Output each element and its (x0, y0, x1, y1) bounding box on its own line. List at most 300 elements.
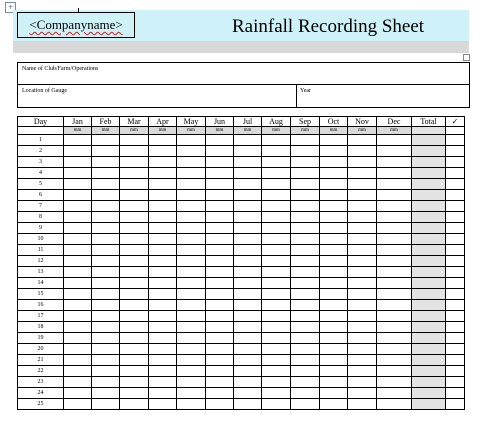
rainfall-cell-oct[interactable] (320, 245, 348, 256)
rainfall-cell-feb[interactable] (92, 212, 120, 223)
total-cell[interactable] (412, 256, 446, 267)
total-cell[interactable] (412, 135, 446, 146)
rainfall-cell-apr[interactable] (149, 234, 177, 245)
rainfall-cell-mar[interactable] (120, 311, 149, 322)
company-name-box[interactable] (17, 12, 135, 38)
rainfall-cell-feb[interactable] (92, 135, 120, 146)
rainfall-cell-jul[interactable] (234, 311, 262, 322)
rainfall-cell-oct[interactable] (320, 256, 348, 267)
rainfall-cell-sep[interactable] (291, 300, 320, 311)
rainfall-cell-jul[interactable] (234, 377, 262, 388)
rainfall-cell-jun[interactable] (206, 190, 234, 201)
rainfall-cell-jul[interactable] (234, 223, 262, 234)
rainfall-cell-may[interactable] (177, 179, 206, 190)
rainfall-cell-oct[interactable] (320, 179, 348, 190)
rainfall-cell-aug[interactable] (262, 388, 291, 399)
total-cell[interactable] (412, 366, 446, 377)
rainfall-cell-aug[interactable] (262, 212, 291, 223)
rainfall-cell-jul[interactable] (234, 179, 262, 190)
rainfall-cell-may[interactable] (177, 212, 206, 223)
rainfall-cell-jan[interactable] (64, 245, 92, 256)
rainfall-cell-mar[interactable] (120, 289, 149, 300)
total-cell[interactable] (412, 377, 446, 388)
rainfall-cell-may[interactable] (177, 190, 206, 201)
rainfall-cell-may[interactable] (177, 322, 206, 333)
total-cell[interactable] (412, 168, 446, 179)
rainfall-cell-jul[interactable] (234, 190, 262, 201)
check-cell[interactable] (446, 355, 465, 366)
rainfall-cell-dec[interactable] (377, 168, 412, 179)
rainfall-cell-may[interactable] (177, 157, 206, 168)
check-cell[interactable] (446, 157, 465, 168)
rainfall-cell-aug[interactable] (262, 201, 291, 212)
rainfall-cell-nov[interactable] (348, 322, 377, 333)
rainfall-cell-aug[interactable] (262, 157, 291, 168)
rainfall-cell-feb[interactable] (92, 179, 120, 190)
total-cell[interactable] (412, 399, 446, 410)
rainfall-cell-jun[interactable] (206, 201, 234, 212)
check-cell[interactable] (446, 245, 465, 256)
rainfall-cell-dec[interactable] (377, 146, 412, 157)
rainfall-cell-aug[interactable] (262, 234, 291, 245)
rainfall-cell-jan[interactable] (64, 311, 92, 322)
rainfall-cell-feb[interactable] (92, 300, 120, 311)
rainfall-cell-jul[interactable] (234, 245, 262, 256)
total-cell[interactable] (412, 289, 446, 300)
check-cell[interactable] (446, 267, 465, 278)
check-cell[interactable] (446, 168, 465, 179)
rainfall-cell-jan[interactable] (64, 168, 92, 179)
total-cell[interactable] (412, 212, 446, 223)
check-cell[interactable] (446, 278, 465, 289)
rainfall-cell-jan[interactable] (64, 278, 92, 289)
rainfall-cell-dec[interactable] (377, 278, 412, 289)
rainfall-cell-jul[interactable] (234, 322, 262, 333)
rainfall-cell-jan[interactable] (64, 135, 92, 146)
rainfall-cell-mar[interactable] (120, 322, 149, 333)
rainfall-cell-oct[interactable] (320, 377, 348, 388)
rainfall-cell-oct[interactable] (320, 201, 348, 212)
rainfall-cell-mar[interactable] (120, 234, 149, 245)
rainfall-cell-jul[interactable] (234, 300, 262, 311)
rainfall-cell-nov[interactable] (348, 201, 377, 212)
rainfall-cell-jun[interactable] (206, 234, 234, 245)
rainfall-cell-sep[interactable] (291, 399, 320, 410)
rainfall-cell-nov[interactable] (348, 157, 377, 168)
rainfall-cell-nov[interactable] (348, 344, 377, 355)
rainfall-cell-sep[interactable] (291, 168, 320, 179)
total-cell[interactable] (412, 157, 446, 168)
rainfall-cell-apr[interactable] (149, 256, 177, 267)
rainfall-cell-jan[interactable] (64, 212, 92, 223)
rainfall-cell-mar[interactable] (120, 179, 149, 190)
rainfall-cell-may[interactable] (177, 168, 206, 179)
rainfall-cell-sep[interactable] (291, 355, 320, 366)
rainfall-cell-may[interactable] (177, 377, 206, 388)
rainfall-cell-apr[interactable] (149, 399, 177, 410)
total-cell[interactable] (412, 311, 446, 322)
rainfall-cell-sep[interactable] (291, 179, 320, 190)
textbox-resize-handle[interactable] (463, 54, 470, 61)
rainfall-cell-may[interactable] (177, 388, 206, 399)
rainfall-cell-apr[interactable] (149, 322, 177, 333)
check-cell[interactable] (446, 223, 465, 234)
rainfall-cell-apr[interactable] (149, 245, 177, 256)
rainfall-cell-dec[interactable] (377, 300, 412, 311)
rainfall-cell-jun[interactable] (206, 289, 234, 300)
rainfall-cell-aug[interactable] (262, 344, 291, 355)
rainfall-cell-nov[interactable] (348, 245, 377, 256)
check-cell[interactable] (446, 366, 465, 377)
rainfall-cell-dec[interactable] (377, 135, 412, 146)
rainfall-cell-nov[interactable] (348, 256, 377, 267)
rainfall-cell-jun[interactable] (206, 146, 234, 157)
rainfall-cell-mar[interactable] (120, 355, 149, 366)
rainfall-cell-mar[interactable] (120, 333, 149, 344)
rainfall-cell-aug[interactable] (262, 146, 291, 157)
rainfall-cell-aug[interactable] (262, 311, 291, 322)
rainfall-cell-apr[interactable] (149, 289, 177, 300)
rainfall-cell-nov[interactable] (348, 311, 377, 322)
rainfall-cell-jun[interactable] (206, 278, 234, 289)
rainfall-cell-dec[interactable] (377, 366, 412, 377)
rainfall-cell-apr[interactable] (149, 201, 177, 212)
rainfall-cell-oct[interactable] (320, 267, 348, 278)
rainfall-cell-jan[interactable] (64, 146, 92, 157)
rainfall-cell-jan[interactable] (64, 201, 92, 212)
rainfall-cell-oct[interactable] (320, 212, 348, 223)
rainfall-cell-oct[interactable] (320, 333, 348, 344)
rainfall-cell-mar[interactable] (120, 190, 149, 201)
rainfall-cell-dec[interactable] (377, 377, 412, 388)
rainfall-cell-aug[interactable] (262, 322, 291, 333)
rainfall-cell-feb[interactable] (92, 355, 120, 366)
rainfall-cell-feb[interactable] (92, 223, 120, 234)
rainfall-cell-sep[interactable] (291, 212, 320, 223)
rainfall-cell-sep[interactable] (291, 190, 320, 201)
rainfall-cell-feb[interactable] (92, 234, 120, 245)
rainfall-cell-apr[interactable] (149, 168, 177, 179)
rainfall-cell-may[interactable] (177, 399, 206, 410)
total-cell[interactable] (412, 300, 446, 311)
rainfall-cell-aug[interactable] (262, 377, 291, 388)
rainfall-cell-nov[interactable] (348, 377, 377, 388)
check-cell[interactable] (446, 388, 465, 399)
rainfall-cell-apr[interactable] (149, 311, 177, 322)
rainfall-cell-dec[interactable] (377, 311, 412, 322)
club-field-row[interactable] (18, 63, 469, 85)
rainfall-cell-oct[interactable] (320, 300, 348, 311)
rainfall-cell-jul[interactable] (234, 256, 262, 267)
rainfall-cell-feb[interactable] (92, 267, 120, 278)
rainfall-cell-dec[interactable] (377, 245, 412, 256)
rainfall-cell-oct[interactable] (320, 311, 348, 322)
rainfall-cell-dec[interactable] (377, 201, 412, 212)
rainfall-cell-nov[interactable] (348, 212, 377, 223)
rainfall-cell-jun[interactable] (206, 355, 234, 366)
rainfall-cell-apr[interactable] (149, 223, 177, 234)
rainfall-cell-aug[interactable] (262, 399, 291, 410)
rainfall-cell-jan[interactable] (64, 267, 92, 278)
rainfall-cell-mar[interactable] (120, 300, 149, 311)
rainfall-cell-jul[interactable] (234, 267, 262, 278)
rainfall-cell-mar[interactable] (120, 399, 149, 410)
rainfall-cell-dec[interactable] (377, 322, 412, 333)
rainfall-cell-may[interactable] (177, 300, 206, 311)
rainfall-cell-feb[interactable] (92, 388, 120, 399)
rainfall-cell-may[interactable] (177, 201, 206, 212)
rainfall-cell-sep[interactable] (291, 245, 320, 256)
rainfall-cell-oct[interactable] (320, 289, 348, 300)
rainfall-cell-sep[interactable] (291, 278, 320, 289)
rainfall-cell-apr[interactable] (149, 300, 177, 311)
rainfall-cell-apr[interactable] (149, 135, 177, 146)
rainfall-cell-aug[interactable] (262, 300, 291, 311)
check-cell[interactable] (446, 201, 465, 212)
rainfall-cell-jun[interactable] (206, 168, 234, 179)
rainfall-cell-sep[interactable] (291, 157, 320, 168)
rainfall-cell-feb[interactable] (92, 190, 120, 201)
rainfall-cell-aug[interactable] (262, 355, 291, 366)
rainfall-cell-jan[interactable] (64, 289, 92, 300)
rainfall-cell-nov[interactable] (348, 399, 377, 410)
total-cell[interactable] (412, 333, 446, 344)
rainfall-cell-jul[interactable] (234, 344, 262, 355)
rainfall-cell-jul[interactable] (234, 157, 262, 168)
rainfall-cell-jul[interactable] (234, 289, 262, 300)
rainfall-cell-feb[interactable] (92, 201, 120, 212)
rainfall-cell-jan[interactable] (64, 333, 92, 344)
rainfall-cell-mar[interactable] (120, 278, 149, 289)
rainfall-cell-dec[interactable] (377, 256, 412, 267)
rainfall-cell-jun[interactable] (206, 377, 234, 388)
check-cell[interactable] (446, 146, 465, 157)
rainfall-cell-may[interactable] (177, 234, 206, 245)
rainfall-cell-may[interactable] (177, 355, 206, 366)
rainfall-cell-dec[interactable] (377, 179, 412, 190)
rainfall-cell-jul[interactable] (234, 234, 262, 245)
rainfall-cell-nov[interactable] (348, 179, 377, 190)
rainfall-cell-nov[interactable] (348, 366, 377, 377)
rainfall-cell-jun[interactable] (206, 344, 234, 355)
table-move-handle-icon[interactable]: + (5, 2, 16, 13)
rainfall-cell-oct[interactable] (320, 157, 348, 168)
rainfall-cell-apr[interactable] (149, 366, 177, 377)
total-cell[interactable] (412, 179, 446, 190)
rainfall-cell-apr[interactable] (149, 190, 177, 201)
rainfall-cell-mar[interactable] (120, 212, 149, 223)
rainfall-cell-jan[interactable] (64, 399, 92, 410)
rainfall-cell-feb[interactable] (92, 377, 120, 388)
rainfall-cell-sep[interactable] (291, 322, 320, 333)
rainfall-cell-feb[interactable] (92, 146, 120, 157)
rainfall-cell-mar[interactable] (120, 223, 149, 234)
check-cell[interactable] (446, 190, 465, 201)
rainfall-cell-sep[interactable] (291, 344, 320, 355)
rainfall-cell-sep[interactable] (291, 377, 320, 388)
rainfall-cell-dec[interactable] (377, 212, 412, 223)
check-cell[interactable] (446, 300, 465, 311)
rainfall-cell-jun[interactable] (206, 311, 234, 322)
rainfall-cell-apr[interactable] (149, 355, 177, 366)
rainfall-cell-jan[interactable] (64, 223, 92, 234)
rainfall-cell-nov[interactable] (348, 300, 377, 311)
rainfall-cell-may[interactable] (177, 256, 206, 267)
rainfall-cell-mar[interactable] (120, 157, 149, 168)
rainfall-cell-mar[interactable] (120, 377, 149, 388)
rainfall-cell-jul[interactable] (234, 212, 262, 223)
rainfall-cell-feb[interactable] (92, 366, 120, 377)
rainfall-cell-dec[interactable] (377, 388, 412, 399)
rainfall-cell-jun[interactable] (206, 212, 234, 223)
rainfall-cell-oct[interactable] (320, 388, 348, 399)
total-cell[interactable] (412, 201, 446, 212)
rainfall-cell-nov[interactable] (348, 168, 377, 179)
rainfall-cell-may[interactable] (177, 289, 206, 300)
rainfall-cell-dec[interactable] (377, 223, 412, 234)
check-cell[interactable] (446, 311, 465, 322)
rainfall-cell-mar[interactable] (120, 344, 149, 355)
rainfall-cell-dec[interactable] (377, 267, 412, 278)
check-cell[interactable] (446, 377, 465, 388)
check-cell[interactable] (446, 333, 465, 344)
rainfall-cell-aug[interactable] (262, 135, 291, 146)
rainfall-cell-jan[interactable] (64, 300, 92, 311)
check-cell[interactable] (446, 322, 465, 333)
total-cell[interactable] (412, 278, 446, 289)
rainfall-cell-mar[interactable] (120, 256, 149, 267)
rainfall-cell-jun[interactable] (206, 322, 234, 333)
rainfall-cell-jul[interactable] (234, 355, 262, 366)
total-cell[interactable] (412, 234, 446, 245)
rainfall-cell-apr[interactable] (149, 267, 177, 278)
rainfall-cell-feb[interactable] (92, 322, 120, 333)
rainfall-cell-jun[interactable] (206, 157, 234, 168)
rainfall-cell-mar[interactable] (120, 245, 149, 256)
rainfall-cell-dec[interactable] (377, 234, 412, 245)
rainfall-cell-feb[interactable] (92, 289, 120, 300)
rainfall-cell-aug[interactable] (262, 289, 291, 300)
total-cell[interactable] (412, 223, 446, 234)
rainfall-cell-mar[interactable] (120, 201, 149, 212)
rainfall-cell-aug[interactable] (262, 256, 291, 267)
rainfall-cell-jul[interactable] (234, 146, 262, 157)
rainfall-cell-oct[interactable] (320, 146, 348, 157)
rainfall-cell-dec[interactable] (377, 355, 412, 366)
rainfall-cell-jun[interactable] (206, 245, 234, 256)
rainfall-cell-mar[interactable] (120, 135, 149, 146)
rainfall-cell-dec[interactable] (377, 190, 412, 201)
rainfall-cell-mar[interactable] (120, 146, 149, 157)
rainfall-cell-aug[interactable] (262, 168, 291, 179)
total-cell[interactable] (412, 146, 446, 157)
rainfall-cell-dec[interactable] (377, 344, 412, 355)
rainfall-cell-apr[interactable] (149, 344, 177, 355)
rainfall-cell-oct[interactable] (320, 322, 348, 333)
rainfall-cell-may[interactable] (177, 333, 206, 344)
rainfall-cell-nov[interactable] (348, 234, 377, 245)
check-cell[interactable] (446, 135, 465, 146)
rainfall-cell-oct[interactable] (320, 234, 348, 245)
check-cell[interactable] (446, 256, 465, 267)
rainfall-cell-aug[interactable] (262, 245, 291, 256)
total-cell[interactable] (412, 190, 446, 201)
rainfall-cell-apr[interactable] (149, 179, 177, 190)
rainfall-cell-may[interactable] (177, 344, 206, 355)
rainfall-cell-apr[interactable] (149, 333, 177, 344)
rainfall-cell-feb[interactable] (92, 256, 120, 267)
rainfall-cell-jul[interactable] (234, 278, 262, 289)
total-cell[interactable] (412, 388, 446, 399)
rainfall-cell-feb[interactable] (92, 157, 120, 168)
rainfall-cell-jul[interactable] (234, 366, 262, 377)
rainfall-cell-jun[interactable] (206, 267, 234, 278)
rainfall-cell-sep[interactable] (291, 388, 320, 399)
rainfall-cell-sep[interactable] (291, 234, 320, 245)
rainfall-cell-may[interactable] (177, 135, 206, 146)
rainfall-cell-aug[interactable] (262, 366, 291, 377)
rainfall-cell-may[interactable] (177, 366, 206, 377)
company-name-text[interactable]: <Companyname> (29, 17, 123, 32)
rainfall-cell-jul[interactable] (234, 168, 262, 179)
rainfall-cell-jun[interactable] (206, 366, 234, 377)
rainfall-cell-nov[interactable] (348, 333, 377, 344)
rainfall-cell-apr[interactable] (149, 212, 177, 223)
rainfall-cell-dec[interactable] (377, 333, 412, 344)
total-cell[interactable] (412, 322, 446, 333)
rainfall-cell-oct[interactable] (320, 223, 348, 234)
rainfall-cell-nov[interactable] (348, 278, 377, 289)
rainfall-cell-sep[interactable] (291, 135, 320, 146)
rainfall-cell-jun[interactable] (206, 223, 234, 234)
total-cell[interactable] (412, 267, 446, 278)
rainfall-cell-aug[interactable] (262, 267, 291, 278)
check-cell[interactable] (446, 344, 465, 355)
rainfall-cell-sep[interactable] (291, 267, 320, 278)
rainfall-cell-dec[interactable] (377, 289, 412, 300)
rainfall-cell-feb[interactable] (92, 344, 120, 355)
rainfall-cell-sep[interactable] (291, 223, 320, 234)
rainfall-cell-nov[interactable] (348, 289, 377, 300)
rainfall-cell-oct[interactable] (320, 190, 348, 201)
rainfall-cell-jun[interactable] (206, 399, 234, 410)
total-cell[interactable] (412, 344, 446, 355)
rainfall-cell-oct[interactable] (320, 355, 348, 366)
total-cell[interactable] (412, 355, 446, 366)
rainfall-cell-jul[interactable] (234, 201, 262, 212)
rainfall-cell-mar[interactable] (120, 267, 149, 278)
rainfall-cell-jan[interactable] (64, 366, 92, 377)
rainfall-cell-nov[interactable] (348, 388, 377, 399)
rainfall-cell-dec[interactable] (377, 157, 412, 168)
rainfall-cell-apr[interactable] (149, 388, 177, 399)
rainfall-cell-oct[interactable] (320, 278, 348, 289)
rainfall-cell-feb[interactable] (92, 399, 120, 410)
rainfall-cell-jan[interactable] (64, 157, 92, 168)
rainfall-cell-feb[interactable] (92, 245, 120, 256)
rainfall-cell-jan[interactable] (64, 256, 92, 267)
rainfall-cell-oct[interactable] (320, 135, 348, 146)
rainfall-cell-sep[interactable] (291, 366, 320, 377)
rainfall-cell-aug[interactable] (262, 278, 291, 289)
rainfall-cell-jul[interactable] (234, 399, 262, 410)
rainfall-cell-apr[interactable] (149, 157, 177, 168)
rainfall-cell-sep[interactable] (291, 311, 320, 322)
rainfall-cell-jun[interactable] (206, 179, 234, 190)
rainfall-cell-jan[interactable] (64, 190, 92, 201)
rainfall-cell-jan[interactable] (64, 344, 92, 355)
rainfall-cell-oct[interactable] (320, 168, 348, 179)
